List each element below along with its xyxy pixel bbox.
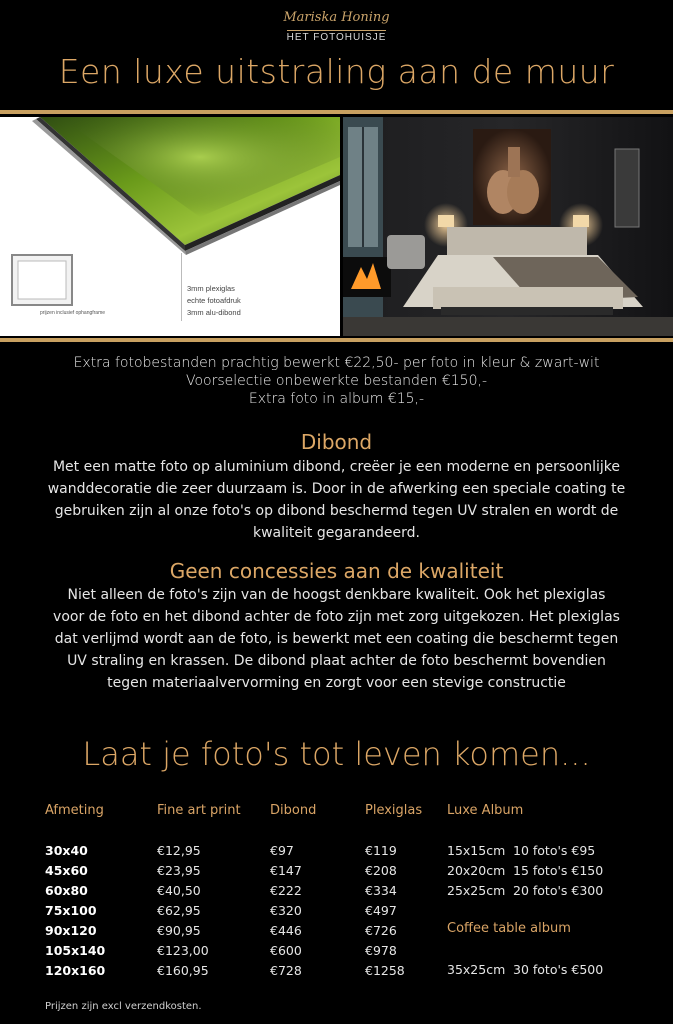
plexiglas-price: €978 — [365, 943, 397, 958]
material-spec — [187, 283, 241, 319]
album-size: 25x25cm — [447, 883, 506, 898]
dibond-price: €600 — [270, 943, 302, 958]
plexiglas-price: €726 — [365, 923, 397, 938]
dibond-price: €728 — [270, 963, 302, 978]
bedroom-illustration — [343, 117, 673, 336]
dibond-price: €320 — [270, 903, 302, 918]
fine-art-price: €40,50 — [157, 883, 201, 898]
frame-caption: prijzen inclusief ophangframe — [40, 310, 106, 316]
size-cell: 60x80 — [45, 883, 88, 898]
dibond-price: €97 — [270, 843, 294, 858]
header-size: Afmeting — [45, 803, 104, 818]
product-closeup-image — [0, 117, 340, 336]
spec-line: 3mm plexiglas — [187, 284, 235, 293]
album-size: 15x15cm — [447, 843, 506, 858]
plexiglas-price: €119 — [365, 843, 397, 858]
album-price: 15 foto's €150 — [513, 863, 604, 878]
fine-art-price: €160,95 — [157, 963, 209, 978]
page-headline: Een luxe uitstraling aan de muur — [58, 52, 615, 91]
dibond-panel-illustration — [0, 117, 340, 336]
section-body-quality: Niet alleen de foto's zijn van de hoogst denkbare kwaliteit. Ook het plexiglas voor de foto en het dibond achter de foto zijn met zorg uitgekozen. Het plexiglas dat verlijmd wordt aan de foto, is bewerkt met een coating die beschermt tegen UV straling en krassen. De dibond plaat achter de foto beschermt bovendien tegen materiaalvervorming en zorgt voor een stevige constructie — [53, 587, 620, 691]
plexiglas-price: €1258 — [365, 963, 405, 978]
dibond-price: €222 — [270, 883, 302, 898]
extras-line: Extra fotobestanden prachtig bewerkt €22,50- per foto in kleur & zwart-wit — [73, 355, 600, 371]
fine-art-price: €62,95 — [157, 903, 201, 918]
size-cell: 30x40 — [45, 843, 88, 858]
album-size: 35x25cm — [447, 962, 506, 977]
spec-divider — [181, 253, 182, 321]
size-cell: 90x120 — [45, 923, 97, 938]
album-price: 20 foto's €300 — [513, 883, 604, 898]
shipping-footnote: Prijzen zijn excl verzendkosten. — [45, 1001, 202, 1012]
brand-tagline: HET FOTOHUISJE — [286, 32, 387, 43]
extras-line: Extra foto in album €15,- — [248, 391, 425, 407]
header-plexiglas: Plexiglas — [365, 803, 423, 818]
album-size: 20x20cm — [447, 863, 506, 878]
section-title-dibond: Dibond — [300, 430, 373, 454]
cta-heading: Laat je foto's tot leven komen... — [82, 735, 591, 773]
album-price: 10 foto's €95 — [513, 843, 596, 858]
logo-wordmark — [0, 10, 673, 25]
brand-logo — [0, 10, 673, 44]
extras-pricing — [0, 354, 673, 408]
plexiglas-price: €497 — [365, 903, 397, 918]
size-cell: 120x160 — [45, 963, 106, 978]
section-body-dibond: Met een matte foto op aluminium dibond, creëer je een moderne en persoonlijke wanddecoratie die zeer duurzaam is. Door in de afwerking een speciale coating te gebruiken zijn al onze foto's op dibond beschermd tegen UV stralen en wordt de kwaliteit gegarandeerd. — [47, 459, 626, 541]
spec-line: 3mm alu-dibond — [187, 308, 241, 317]
dibond-price: €446 — [270, 923, 302, 938]
plexiglas-price: €208 — [365, 863, 397, 878]
size-cell: 105x140 — [45, 943, 106, 958]
header-coffee-table-album: Coffee table album — [447, 921, 571, 936]
header-luxe-album: Luxe Album — [447, 803, 524, 818]
fine-art-price: €123,00 — [157, 943, 209, 958]
size-cell: 75x100 — [45, 903, 97, 918]
section-title-quality: Geen concessies aan de kwaliteit — [169, 559, 504, 583]
dibond-price: €147 — [270, 863, 302, 878]
size-cell: 45x60 — [45, 863, 88, 878]
fine-art-price: €90,95 — [157, 923, 201, 938]
plexiglas-price: €334 — [365, 883, 397, 898]
brand-name: Mariska Honing — [283, 10, 390, 25]
bedroom-mockup-image — [343, 117, 673, 336]
extras-line: Voorselectie onbewerkte bestanden €150,- — [185, 373, 488, 389]
header-fine-art: Fine art print — [157, 803, 241, 818]
fine-art-price: €12,95 — [157, 843, 201, 858]
header-dibond: Dibond — [270, 803, 317, 818]
album-price: 30 foto's €500 — [513, 962, 604, 977]
fine-art-price: €23,95 — [157, 863, 201, 878]
spec-line: echte fotoafdruk — [187, 296, 241, 305]
